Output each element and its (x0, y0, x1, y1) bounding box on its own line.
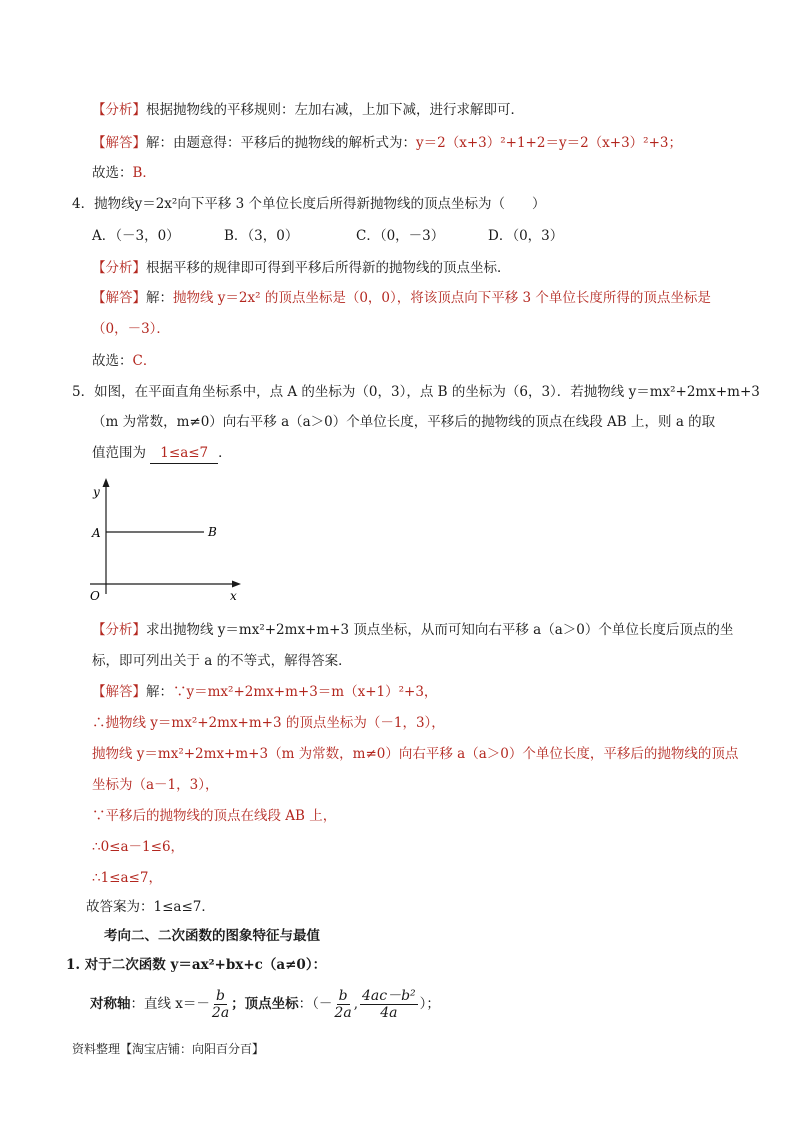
frac-num: b (216, 988, 226, 1004)
q4-stem: 4．抛物线y＝2x²向下平移 3 个单位长度后所得新抛物线的顶点坐标为（ ） (72, 196, 546, 212)
analysis-text: 根据平移的规律即可得到平移后所得新的抛物线的顶点坐标． (146, 260, 511, 276)
point-b-label: B (208, 525, 217, 539)
q5-stem-line2: （m 为常数，m≠0）向右平移 a（a＞0）个单位长度，平移后的抛物线的顶点在线段 AB 上，则 a 的取 (92, 414, 716, 430)
q3-analysis (92, 100, 524, 120)
vertex-x-fraction (334, 988, 351, 1021)
axis-text: ：直线 x＝－ (130, 996, 210, 1012)
analysis-tag: 【分析】 (92, 622, 146, 638)
solution-line-1: ∴抛物线 y＝mx²+2mx+m+3 的顶点坐标为（－1，3）， (92, 715, 445, 731)
solution-line-3: 坐标为（a－1，3）， (92, 777, 219, 793)
x-axis-arrow (232, 581, 241, 588)
frac-num: b (338, 988, 348, 1004)
y-axis-label: y (93, 485, 100, 499)
solution-tag: 【解答】 (92, 135, 146, 151)
solution-tag: 【解答】 (92, 684, 146, 700)
choice-value: C． (132, 353, 157, 369)
option-c: C．（0，－3） (356, 228, 445, 244)
vertex-text: ：（－ (298, 996, 333, 1012)
solution-line-0: ∵y＝mx²+2mx+m+3＝m（x+1）²+3， (173, 684, 438, 700)
vertex-label: ；顶点坐标 (231, 996, 299, 1012)
q4-solution (92, 288, 711, 308)
analysis-tag: 【分析】 (92, 102, 146, 118)
q5-stem-line1: 5．如图，在平面直角坐标系中，点 A 的坐标为（0，3），点 B 的坐标为（6，3）．若抛物线 y＝mx²+2mx+m+3 (72, 384, 760, 400)
solution-line-5: ∴0≤a－1≤6， (92, 839, 185, 855)
x-axis-label: x (230, 589, 237, 603)
formula-line: 对称轴：直线 x＝－ $\frac{b}{2a}$ ；顶点坐标：（－ $\frac{b}{2a}$ , $\frac{\text{4ac－b²}}{4a}$ ）； (90, 988, 440, 1021)
choice-value: B． (132, 165, 156, 181)
q5-analysis-line2: 标，即可列出关于 a 的不等式，解得答案． (92, 653, 352, 669)
solution-line-4: ∵平移后的抛物线的顶点在线段 AB 上， (92, 808, 337, 824)
solution-prefix: 解： (146, 290, 173, 306)
option-b: B．（3，0） (224, 228, 299, 244)
frac-den: 2a (334, 1005, 352, 1021)
q3-solution (92, 133, 682, 153)
q4-choice (92, 351, 156, 371)
q4-solution-line2: （0，－3）． (92, 321, 170, 337)
q4-analysis (92, 258, 511, 278)
solution-prefix: 解： (146, 684, 173, 700)
solution-formula: y＝2（x+3）²+1+2＝y＝2（x+3）²+3； (416, 135, 682, 151)
frac-den: 4a (380, 1005, 398, 1021)
frac-den: 2a (211, 1005, 230, 1021)
choice-text: 故选： (92, 353, 133, 369)
analysis-tag: 【分析】 (92, 260, 146, 276)
origin-label: O (90, 589, 100, 603)
section-item1: 1. 对于二次函数 y＝ax²+bx+c（a≠0）： (66, 957, 327, 973)
axis-label: 对称轴 (90, 996, 131, 1012)
stem-prefix: 值范围为 (92, 445, 146, 461)
q3-choice (92, 163, 156, 183)
footer-source: 资料整理【淘宝店铺：向阳百分百】 (72, 1042, 265, 1056)
vertex-y-fraction (360, 988, 418, 1021)
option-d: D．（0，3） (488, 228, 564, 244)
option-a: A．（－3，0） (92, 228, 180, 244)
stem-suffix: ． (218, 445, 232, 461)
solution-text: 解：由题意得：平移后的抛物线的解析式为： (146, 135, 416, 151)
q5-solution-head (92, 682, 437, 702)
frac-num: 4ac－b² (361, 988, 416, 1004)
solution-line-2: 抛物线 y＝mx²+2mx+m+3（m 为常数，m≠0）向右平移 a（a＞0）个单位长度，平移后的抛物线的顶点 (92, 746, 739, 762)
y-axis-arrow (103, 478, 110, 487)
q5-stem-line3 (92, 443, 232, 464)
vertex-tail: ）； (419, 996, 440, 1012)
axis-fraction (212, 988, 229, 1021)
coordinate-figure (84, 476, 254, 606)
solution-tag: 【解答】 (92, 290, 146, 306)
analysis-text: 根据抛物线的平移规则：左加右减，上加下减，进行求解即可． (146, 102, 524, 118)
solution-line-6: ∴1≤a≤7， (92, 870, 162, 886)
solution-line1: 抛物线 y＝2x² 的顶点坐标是（0，0），将该顶点向下平移 3 个单位长度所得的顶点坐标是 (173, 290, 711, 306)
q5-final-answer: 故答案为：1≤a≤7． (86, 899, 215, 915)
stem-answer-blank: 1≤a≤7 (150, 443, 218, 464)
q4-options (92, 226, 563, 246)
choice-text: 故选： (92, 165, 133, 181)
q5-analysis-line1 (92, 620, 733, 640)
analysis-line1: 求出抛物线 y＝mx²+2mx+m+3 顶点坐标，从而可知向右平移 a（a＞0）个单位长度后顶点的坐 (146, 622, 734, 638)
point-a-label: A (92, 526, 101, 540)
section-title: 考向二、二次函数的图象特征与最值 (104, 928, 320, 944)
